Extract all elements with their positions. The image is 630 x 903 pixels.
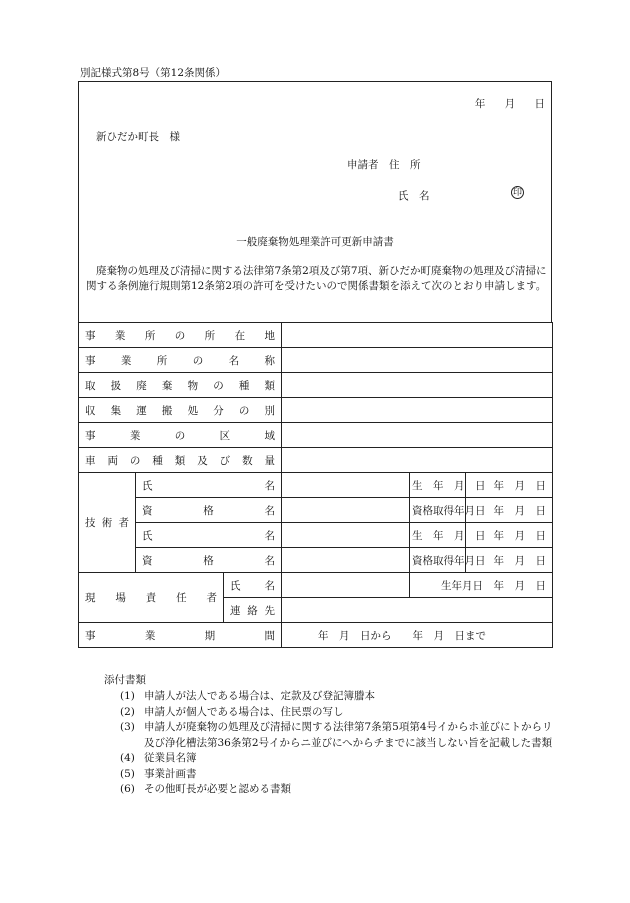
engineer-mid-label: 資格取得年月日 (410, 548, 466, 573)
form-number-label: 別記様式第8号（第12条関係） (80, 67, 227, 79)
engineer-field-label: 氏名 (136, 473, 282, 498)
list-item (120, 689, 560, 705)
date-day: 日 (534, 98, 546, 110)
table-row (79, 398, 553, 423)
period-value[interactable]: 年 月 日から 年 月 日まで (282, 623, 553, 648)
site-manager-contact-value[interactable] (282, 598, 553, 623)
engineer-date-value[interactable]: 年 月 日 (466, 498, 553, 523)
list-item (120, 705, 560, 721)
site-manager-name-value[interactable] (282, 573, 410, 598)
item-number: (1) (120, 690, 135, 702)
engineer-date-value[interactable]: 年 月 日 (466, 523, 553, 548)
document-title: 一般廃棄物処理業許可更新申請書 (236, 236, 394, 248)
table-row (79, 323, 553, 348)
site-manager-name-label: 氏 名 (224, 573, 282, 598)
item-text: 申請人が個人である場合は、住民票の写し (144, 705, 344, 718)
engineer-field-value[interactable] (282, 498, 410, 523)
site-manager-label: 現場責任者 (79, 573, 224, 623)
item-number: (5) (120, 767, 135, 780)
table-row (79, 473, 553, 498)
engineer-field-label: 資格名 (136, 548, 282, 573)
table-row (79, 348, 553, 373)
engineer-mid-label: 生 年 月 日 (410, 523, 466, 548)
engineer-mid-label: 生 年 月 日 (410, 473, 466, 498)
item-number: (3) (120, 721, 135, 733)
row-label-business-area: 事業の区域 (79, 423, 282, 448)
table-row (79, 573, 553, 598)
table-row (79, 448, 553, 473)
value-office-location[interactable] (282, 323, 553, 348)
row-label-vehicles: 車両の種類及び数量 (79, 448, 282, 473)
engineer-mid-label: 資格取得年月日 (410, 498, 466, 523)
addressee: 新ひだか町長 様 (96, 131, 180, 143)
table-row (79, 548, 553, 573)
date-year: 年 (474, 98, 487, 110)
row-label-office-name: 事業所の名称 (79, 348, 282, 373)
item-number: (4) (120, 752, 135, 764)
row-label-office-location: 事業所の所在地 (79, 323, 282, 348)
engineer-field-label: 氏名 (136, 523, 282, 548)
item-text: 申請人が廃棄物の処理及び清掃に関する法律第7条第5項第4号イからホ並びにトからリ及び浄化槽法第36条第2号イからニ並びにへからチまでに該当しない旨を記載した書類 (144, 721, 553, 749)
engineer-field-label: 資格名 (136, 498, 282, 523)
list-item (120, 720, 560, 751)
item-text: 従業員名簿 (144, 752, 197, 764)
attachments-heading: 添付書類 (104, 674, 146, 686)
row-label-collection-disposal: 収集運搬処分の別 (79, 398, 282, 423)
table-row (79, 523, 553, 548)
site-manager-birth[interactable]: 生年月日 年 月 日 (410, 573, 553, 598)
engineer-field-value[interactable] (282, 523, 410, 548)
row-label-waste-type: 取扱廃棄物の種類 (79, 373, 282, 398)
attachments-list (120, 689, 560, 798)
applicant-address-label: 申請者 住 所 (347, 159, 421, 171)
table-row (79, 498, 553, 523)
value-vehicles[interactable] (282, 448, 553, 473)
engineer-field-value[interactable] (282, 548, 410, 573)
table-row (79, 623, 553, 648)
item-text: 事業計画書 (144, 767, 197, 780)
item-text: 申請人が法人である場合は、定款及び登記簿謄本 (144, 690, 375, 702)
seal-icon: 印 (512, 188, 522, 198)
item-number: (6) (120, 783, 135, 795)
site-manager-contact-label: 連絡先 (224, 598, 282, 623)
applicant-name-label: 氏 名 (398, 190, 430, 202)
value-waste-type[interactable] (282, 373, 553, 398)
engineer-field-value[interactable] (282, 473, 410, 498)
date-month: 月 (504, 98, 517, 110)
item-number: (2) (120, 705, 135, 718)
engineer-date-value[interactable]: 年 月 日 (466, 548, 553, 573)
list-item (120, 751, 560, 767)
application-table (78, 322, 553, 648)
list-item (120, 782, 560, 798)
engineer-label: 技術者 (79, 473, 136, 573)
value-office-name[interactable] (282, 348, 553, 373)
date-line (461, 96, 546, 111)
list-item (120, 767, 560, 783)
application-statement: 廃棄物の処理及び清掃に関する法律第7条第2項及び第7項、新ひだか町廃棄物の処理及び清掃に関する条例施行規則第12条第2項の許可を受けたいので関係書類を添えて次のとおり申請します。 (86, 265, 547, 292)
period-label: 事業期間 (79, 623, 282, 648)
table-row (79, 423, 553, 448)
table-row (79, 373, 553, 398)
item-text: その他町長が必要と認める書類 (144, 783, 291, 795)
value-collection-disposal[interactable] (282, 398, 553, 423)
engineer-date-value[interactable]: 年 月 日 (466, 473, 553, 498)
value-business-area[interactable] (282, 423, 553, 448)
